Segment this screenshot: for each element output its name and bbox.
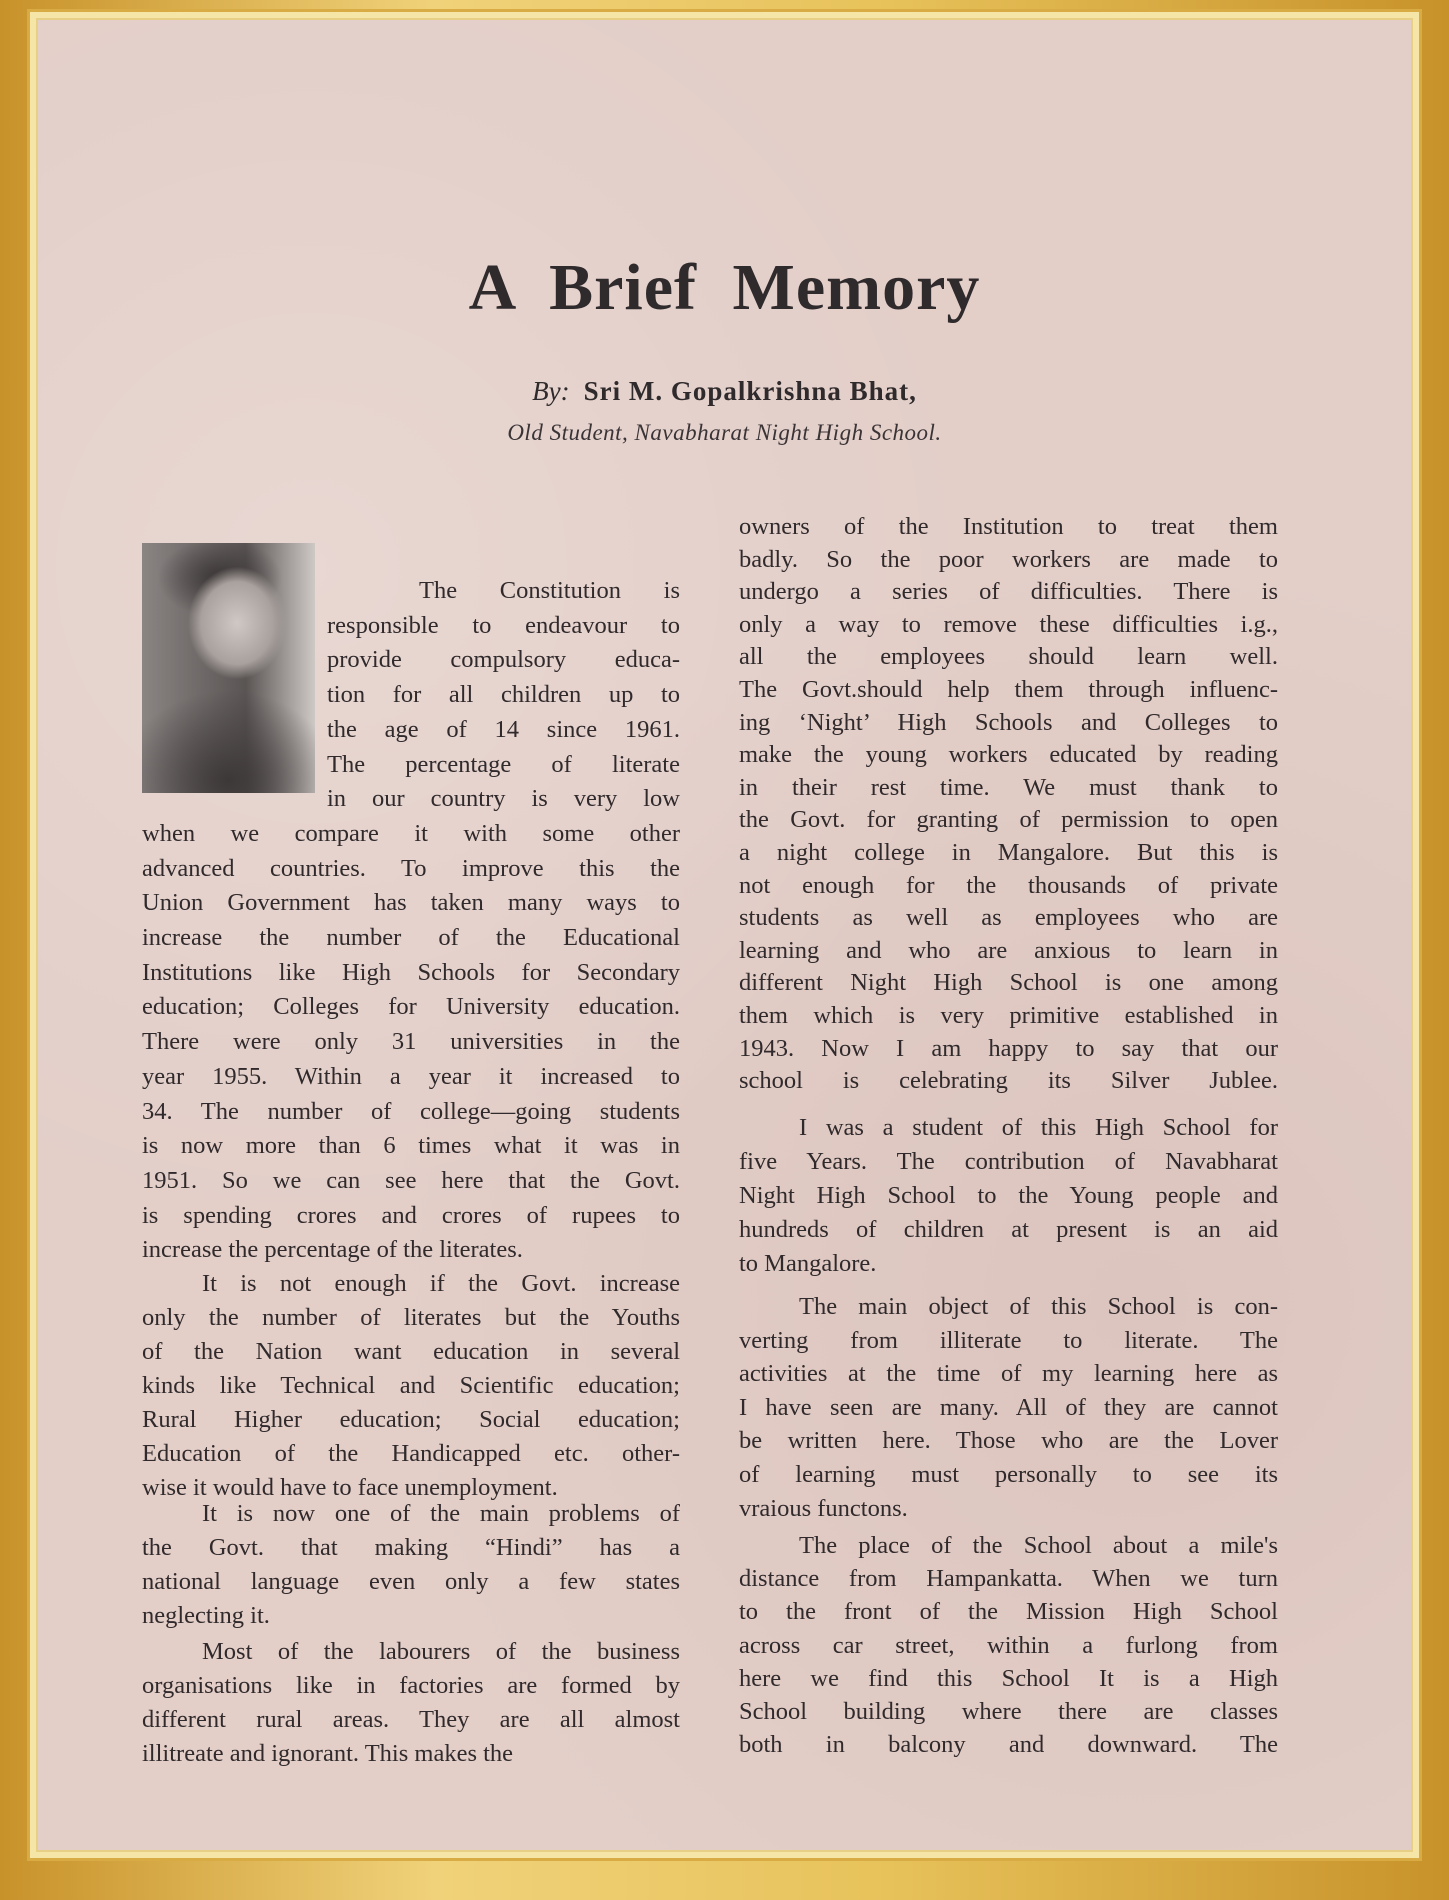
paragraph [142, 574, 680, 1268]
text-line: only the number of literates but the Youths [142, 1304, 680, 1331]
author-name: Sri M. Gopalkrishna Bhat, [583, 376, 917, 406]
text-line: increase the percentage of the literates. [142, 1236, 523, 1264]
text-line: The main object of this School is con- [799, 1293, 1278, 1320]
text-line: a night college in Mangalore. But this is [739, 838, 1278, 866]
text-line: ing ‘Night’ High Schools and Colleges to [739, 708, 1278, 736]
text-line: be written here. Those who are the Lover [739, 1427, 1278, 1455]
text-line: vraious functons. [739, 1494, 908, 1522]
text-line: students as well as employees who are [739, 904, 1278, 932]
text-line: provide compulsory educa- [327, 646, 680, 674]
text-line: advanced countries. To improve this the [142, 854, 680, 882]
text-line: 1943. Now I am happy to say that our [739, 1034, 1278, 1062]
text-line: national language even only a few states [142, 1568, 680, 1595]
text-line: verting from illiterate to literate. The [739, 1326, 1278, 1354]
paragraph [142, 1635, 680, 1771]
text-line: Education of the Handicapped etc. other- [142, 1440, 680, 1467]
text-line: all the employees should learn well. [739, 643, 1278, 671]
text-line: responsible to endeavour to [327, 611, 680, 639]
text-line: I was a student of this High School for [799, 1114, 1278, 1141]
text-line: learning and who are anxious to learn in [739, 936, 1278, 964]
text-line: only a way to remove these difficulties i.g., [739, 610, 1278, 638]
text-line: year 1955. Within a year it increased to [142, 1062, 680, 1090]
paragraph [739, 1290, 1278, 1525]
text-line: across car street, within a furlong from [739, 1631, 1278, 1659]
text-line: Institutions like High Schools for Secondary [142, 958, 680, 986]
text-line: badly. So the poor workers are made to [739, 545, 1278, 573]
text-line: hundreds of children at present is an aid [739, 1216, 1278, 1243]
text-line: not enough for the thousands of private [739, 871, 1278, 899]
text-line: There were only 31 universities in the [142, 1028, 680, 1056]
left-column [142, 0, 680, 1900]
text-line: in our country is very low [327, 785, 680, 813]
text-line: The place of the School about a mile's [799, 1532, 1278, 1559]
text-line: School building where there are classes [739, 1698, 1278, 1726]
paragraph [739, 511, 1278, 1098]
text-line: different Night High School is one among [739, 969, 1278, 997]
text-line: of the Nation want education in several [142, 1338, 680, 1365]
text-line: I have seen are many. All of they are cannot [739, 1393, 1278, 1421]
text-line: Union Government has taken many ways to [142, 889, 680, 917]
text-line: increase the number of the Educational [142, 924, 680, 952]
text-line: neglecting it. [142, 1602, 270, 1629]
text-line: when we compare it with some other [142, 819, 680, 847]
text-line: school is celebrating its Silver Jublee. [739, 1067, 1278, 1095]
byline-prefix: By: [532, 376, 570, 406]
author-affiliation: Old Student, Navabharat Night High School. [507, 420, 942, 445]
text-line: distance from Hampankatta. When we turn [739, 1565, 1278, 1593]
text-line: 1951. So we can see here that the Govt. [142, 1166, 680, 1194]
text-line: is now more than 6 times what it was in [142, 1132, 680, 1160]
text-line: wise it would have to face unemployment. [142, 1474, 558, 1501]
text-line: them which is very primitive established in [739, 1001, 1278, 1029]
text-line: organisations like in factories are formed by [142, 1672, 680, 1699]
text-line: make the young workers educated by reading [739, 741, 1278, 769]
text-line: the Govt. that making “Hindi” has a [142, 1534, 680, 1561]
text-line: of learning must personally to see its [739, 1460, 1278, 1488]
paragraph [739, 1529, 1278, 1761]
text-line: The Constitution is [419, 577, 680, 604]
text-line: the Govt. for granting of permission to open [739, 806, 1278, 834]
text-line: education; Colleges for University education. [142, 993, 680, 1021]
right-column [739, 0, 1278, 1900]
text-line: here we find this School It is a High [739, 1664, 1278, 1692]
text-line: in their rest time. We must thank to [739, 773, 1278, 801]
text-line: activities at the time of my learning here as [739, 1360, 1278, 1388]
text-line: The Govt.should help them through influenc- [739, 675, 1278, 703]
text-line: Rural Higher education; Social education; [142, 1406, 680, 1433]
text-line: Most of the labourers of the business [202, 1638, 680, 1665]
text-line: It is not enough if the Govt. increase [202, 1270, 680, 1297]
text-line: The percentage of literate [327, 750, 680, 778]
text-line: both in balcony and downward. The [739, 1731, 1278, 1759]
paragraph [142, 1497, 680, 1633]
text-line: to Mangalore. [739, 1250, 877, 1277]
text-line: tion for all children up to [327, 681, 680, 709]
text-line: Night High School to the Young people and [739, 1182, 1278, 1209]
paragraph [739, 1111, 1278, 1281]
text-line: is spending crores and crores of rupees to [142, 1201, 680, 1229]
text-line: to the front of the Mission High School [739, 1598, 1278, 1626]
text-line: different rural areas. They are all almost [142, 1706, 680, 1733]
text-line: owners of the Institution to treat them [739, 513, 1278, 540]
text-line: 34. The number of college—going students [142, 1097, 680, 1125]
text-line: illitreate and ignorant. This makes the [142, 1740, 514, 1767]
text-line: kinds like Technical and Scientific education; [142, 1372, 680, 1399]
article-title: A Brief Memory [468, 251, 981, 324]
text-line: the age of 14 since 1961. [327, 715, 680, 743]
text-line: five Years. The contribution of Navabharat [739, 1148, 1278, 1175]
paragraph [142, 1267, 680, 1505]
text-line: undergo a series of difficulties. There is [739, 578, 1278, 606]
text-line: It is now one of the main problems of [202, 1500, 680, 1527]
